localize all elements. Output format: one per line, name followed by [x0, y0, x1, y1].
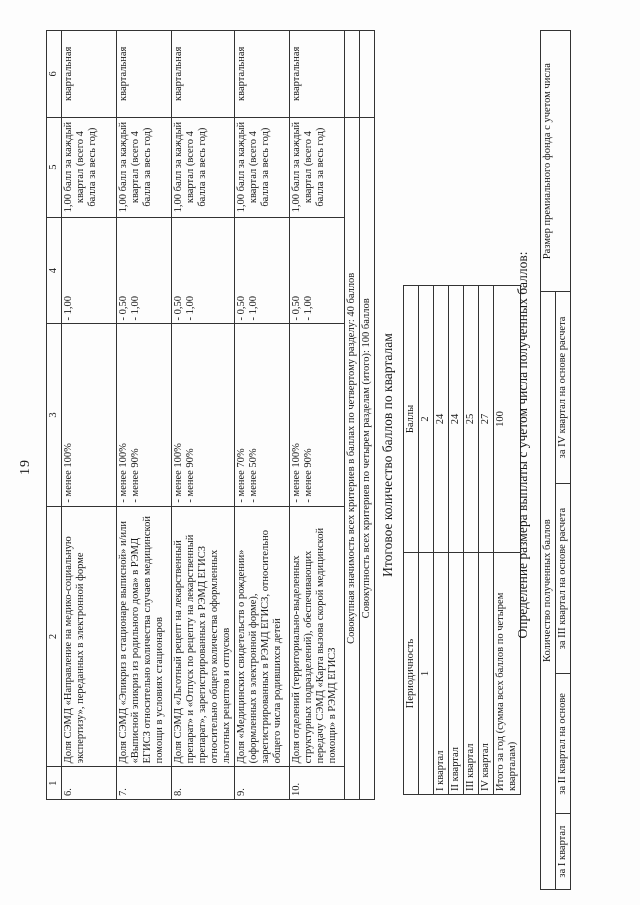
- quarter-column-header: за III квартал на основе расчета: [556, 483, 571, 674]
- scoring-text: 1,00 балл за каждый квартал (всего 4 балла за весь год): [290, 117, 345, 217]
- points-value: - 1,00: [63, 295, 74, 321]
- quarters-subheader-row: [419, 286, 434, 795]
- table-row: [62, 31, 117, 800]
- quarter-label: I квартал: [434, 553, 449, 795]
- threshold-cell: [290, 324, 345, 506]
- empty-cell: [360, 31, 375, 118]
- row-number: 6.: [62, 767, 117, 800]
- points-cell: [172, 217, 235, 324]
- threshold-value: - менее 100%: [63, 443, 74, 503]
- header-cell: 5: [47, 117, 62, 217]
- points-value: - 1,00: [248, 295, 259, 321]
- row-number: 10.: [290, 767, 345, 800]
- threshold-value: - менее 70%: [236, 448, 247, 503]
- threshold-value: - менее 90%: [185, 448, 196, 503]
- subheader-cell: 1: [419, 553, 434, 795]
- quarter-column-header: за II квартал на основе: [556, 674, 571, 814]
- table-row: [434, 286, 449, 795]
- subheader-cell: 2: [419, 286, 434, 553]
- group-header: Количество полученных баллов: [541, 292, 556, 890]
- points-value: - 1,00: [185, 295, 196, 321]
- quarter-label: III квартал: [464, 553, 479, 795]
- table-row: [449, 286, 464, 795]
- period-text: квартальная: [290, 31, 345, 118]
- period-text: квартальная: [172, 31, 235, 118]
- points-cell: [117, 217, 172, 324]
- criterion-text: Доля СЭМД «Льготный рецепт на лекарственный препарат» и «Отпуск по рецепту на лекарственный препарат», зарегистрированных в РЭМД ЕГИСЗ относительно общего количества оформленных льготных рецептов и отпусков: [172, 506, 235, 767]
- threshold-cell: [235, 324, 290, 506]
- quarter-label: IV квартал: [479, 553, 494, 795]
- table-row: [235, 31, 290, 800]
- threshold-value: - менее 100%: [291, 443, 302, 503]
- criterion-text: Доля «Медицинских свидетельств о рождении» (оформленных в электронной форме), зарегистрированных в РЭМД ЕГИСЗ, относительно общего числа родившихся детей: [235, 506, 290, 767]
- criteria-header-row: [47, 31, 62, 800]
- points-column-header: Баллы: [404, 286, 419, 553]
- row-number: 8.: [172, 767, 235, 800]
- period-column-header: Периодичность: [404, 553, 419, 795]
- points-value: - 0,50: [173, 295, 184, 321]
- quarters-heading: Итоговое количество баллов по кварталам: [380, 333, 395, 577]
- quarter-points: 25: [464, 286, 479, 553]
- section-total-text: Совокупная значимость всех критериев в баллах по четвертому разделу: 40 баллов: [345, 117, 360, 799]
- scoring-text: 1,00 балл за каждый квартал (всего 4 балла за весь год): [117, 117, 172, 217]
- threshold-value: - менее 90%: [303, 448, 314, 503]
- payment-heading: Определение размера выплаты с учетом числа полученных баллов:: [515, 251, 530, 639]
- table-row: [290, 31, 345, 800]
- payment-table: [540, 30, 571, 890]
- threshold-value: - менее 50%: [248, 448, 259, 503]
- page-number: 19: [18, 459, 33, 475]
- threshold-value: - менее 100%: [118, 443, 129, 503]
- scoring-text: 1,00 балл за каждый квартал (всего 4 балла за весь год): [62, 117, 117, 217]
- empty-cell: [345, 31, 360, 118]
- quarters-table: [403, 285, 521, 795]
- points-value: - 1,00: [303, 295, 314, 321]
- points-cell: [290, 217, 345, 324]
- fund-header: Размер премиального фонда с учетом числа: [541, 31, 571, 292]
- scoring-text: 1,00 балл за каждый квартал (всего 4 балла за весь год): [235, 117, 290, 217]
- points-value: - 0,50: [118, 295, 129, 321]
- summary-row: [345, 31, 360, 800]
- period-text: квартальная: [117, 31, 172, 118]
- header-cell: 4: [47, 217, 62, 324]
- header-cell: 3: [47, 324, 62, 506]
- threshold-cell: [172, 324, 235, 506]
- criterion-text: Доля СЭМД «Направление на медико-социальную экспертизу», переданных в электронной форме: [62, 506, 117, 767]
- row-number: 9.: [235, 767, 290, 800]
- criterion-text: Доля отделений (территориально-выделенных структурных подразделений), обеспечивающих передачу СЭМД «Карта вызова скорой медицинской помощи» в РЭМД ЕГИСЗ: [290, 506, 345, 767]
- points-cell: [62, 217, 117, 324]
- payment-header-row: [541, 31, 556, 890]
- header-cell: 6: [47, 31, 62, 118]
- scoring-text: 1,00 балл за каждый квартал (всего 4 балла за весь год): [172, 117, 235, 217]
- table-row: [464, 286, 479, 795]
- summary-row: [360, 31, 375, 800]
- quarter-points: 27: [479, 286, 494, 553]
- points-value: - 0,50: [236, 295, 247, 321]
- period-text: квартальная: [235, 31, 290, 118]
- header-cell: 1: [47, 767, 62, 800]
- table-row: [117, 31, 172, 800]
- quarter-points: 24: [449, 286, 464, 553]
- quarters-header-row: [404, 286, 419, 795]
- row-number: 7.: [117, 767, 172, 800]
- quarter-label: Итого за год (сумма всех баллов по четырем кварталам): [494, 553, 521, 795]
- quarter-column-header: за I квартал: [556, 814, 571, 890]
- table-row: [172, 31, 235, 800]
- quarter-points: 24: [434, 286, 449, 553]
- quarter-label: II квартал: [449, 553, 464, 795]
- period-text: квартальная: [62, 31, 117, 118]
- threshold-cell: [117, 324, 172, 506]
- grand-total-text: Совокупность всех критериев по четырем разделам (итого): 100 баллов: [360, 117, 375, 799]
- criterion-text: Доля СЭМД «Эпикриз в стационаре выписной» и/или «Выписной эпикриз из родильного дома» в РЭМД ЕГИСЗ относительно количества случаев медицинской помощи в условиях стационаров: [117, 506, 172, 767]
- table-row: [479, 286, 494, 795]
- threshold-value: - менее 90%: [130, 448, 141, 503]
- quarter-points: 100: [494, 286, 521, 553]
- threshold-cell: [62, 324, 117, 506]
- criteria-table: [46, 30, 375, 800]
- points-cell: [235, 217, 290, 324]
- header-cell: 2: [47, 506, 62, 767]
- points-value: - 0,50: [291, 295, 302, 321]
- threshold-value: - менее 100%: [173, 443, 184, 503]
- rotated-landscape-content: [10, 15, 630, 895]
- quarter-column-header: за IV квартал на основе расчета: [556, 292, 571, 483]
- points-value: - 1,00: [130, 295, 141, 321]
